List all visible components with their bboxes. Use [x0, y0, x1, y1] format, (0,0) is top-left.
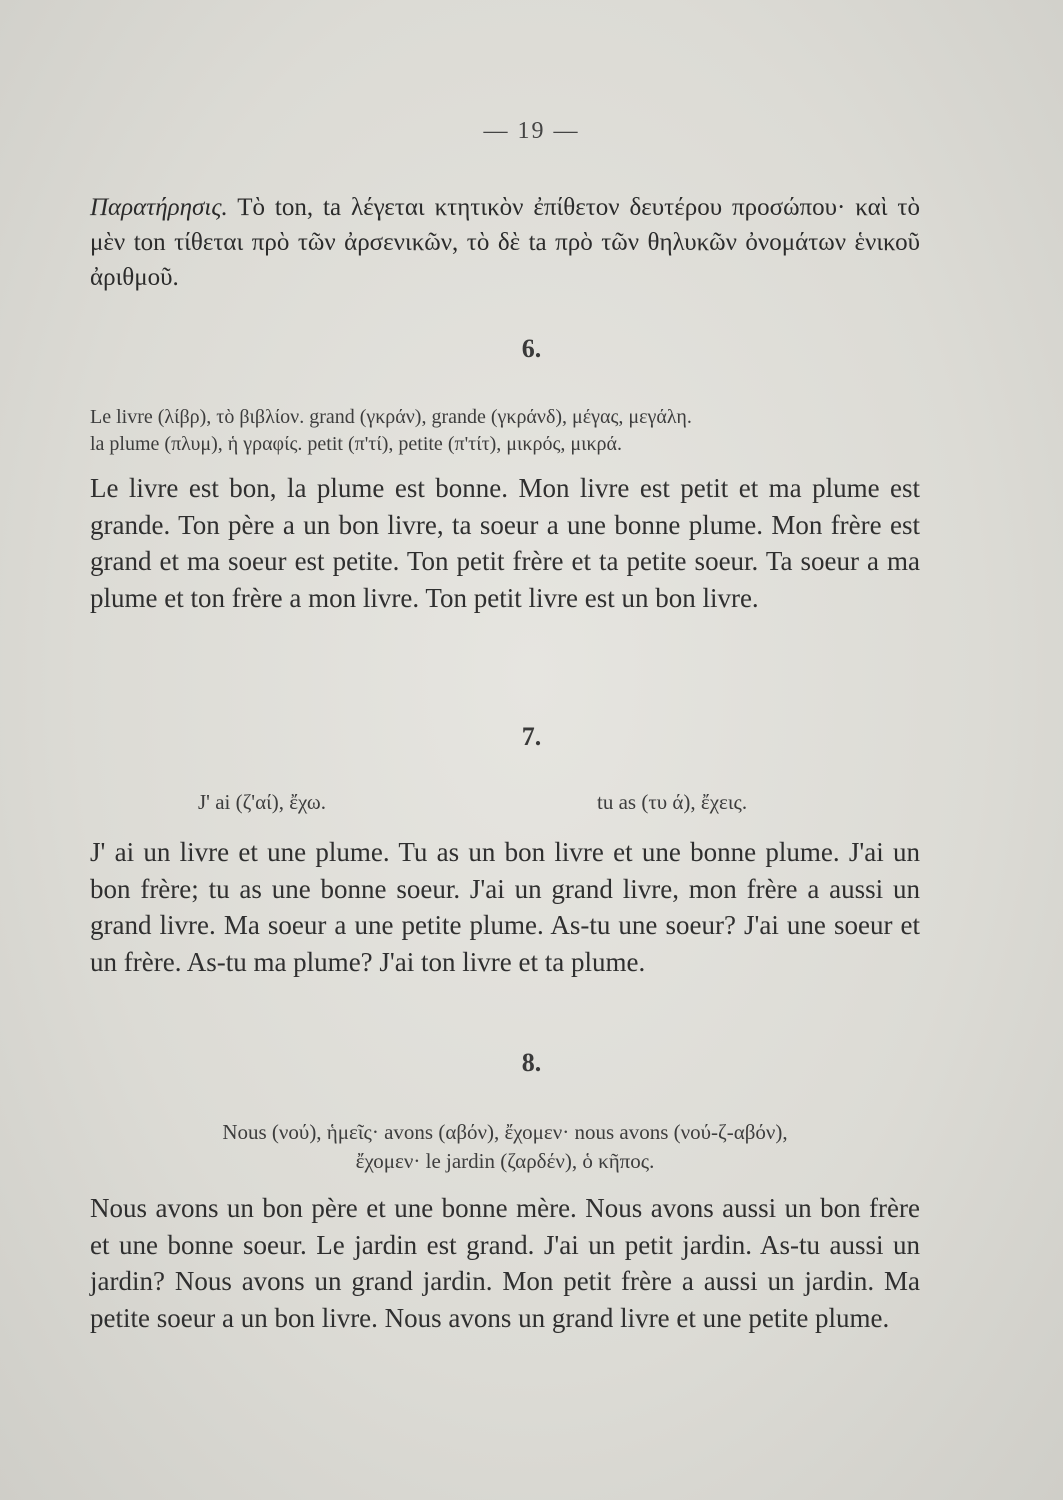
vocab-line: Nous (νού), ἡμεῖς· avons (αβόν), ἔχομεν· nous avons (νού-ζ-αβόν),: [222, 1120, 788, 1144]
vocab-right: tu as (τυ ά), ἔχεις.: [597, 790, 748, 814]
section-6-heading: 6.: [521, 334, 542, 363]
section-7-exercise: J' ai un livre et une plume. Tu as un bon livre et une bonne plume. J'ai un bon frère; tu as une bonne soeur. J'ai un grand livre, mon frère a aussi un grand livre. Ma soeur a une petite plume. As-tu une soeur? J'ai une soeur et un frère. As-tu ma plume? J'ai ton livre et ta plume.: [90, 837, 920, 977]
section-6-vocabulary: [90, 404, 920, 458]
section-8-exercise: Nous avons un bon père et une bonne mère. Nous avons aussi un bon frère et une bonne soeur. Le jardin est grand. J'ai un petit jardin. As-tu aussi un jardin? Nous avons un grand jardin. Mon petit frère a aussi un jardin. Ma petite soeur a un bon livre. Nous avons un grand livre et une petite plume.: [90, 1193, 920, 1333]
grammar-note: [90, 190, 920, 295]
note-text: Τὸ ton, ta λέγεται κτητικὸν ἐπίθετον δευτέρου προσώπου· καὶ τὸ μὲν ton τίθεται πρὸ τῶν ἀρσενικῶν, τὸ δὲ ta πρὸ τῶν θηλυκῶν ὀνομάτων ἑνικοῦ ἀριθμοῦ.: [90, 194, 920, 291]
vocab-line: ἔχομεν· le jardin (ζαρδέν), ὁ κῆπος.: [355, 1149, 655, 1173]
section-8-vocabulary: [90, 1118, 920, 1176]
section-7-heading: 7.: [521, 722, 542, 751]
vocab-left: J' ai (ζ'αί), ἔχω.: [198, 790, 326, 814]
section-6-exercise: Le livre est bon, la plume est bonne. Mon livre est petit et ma plume est grande. Ton père a un bon livre, ta soeur a une bonne plume. Mon frère est grand et ma soeur est petite. Ton petit frère et ta petite soeur. Ta soeur a ma plume et ton frère a mon livre. Ton petit livre est un bon livre.: [90, 473, 920, 613]
vocab-line: la plume (πλυμ), ἡ γραφίς. petit (π'τί), petite (π'τίτ), μικρός, μικρά.: [90, 433, 623, 455]
page-number: — 19 —: [483, 118, 580, 144]
section-8-heading: 8.: [521, 1048, 542, 1077]
vocab-line: Le livre (λίβρ), τὸ βιβλίον. grand (γκράν), grande (γκράνδ), μέγας, μεγάλη.: [90, 406, 692, 428]
note-lead: Παρατήρησις.: [90, 194, 228, 221]
